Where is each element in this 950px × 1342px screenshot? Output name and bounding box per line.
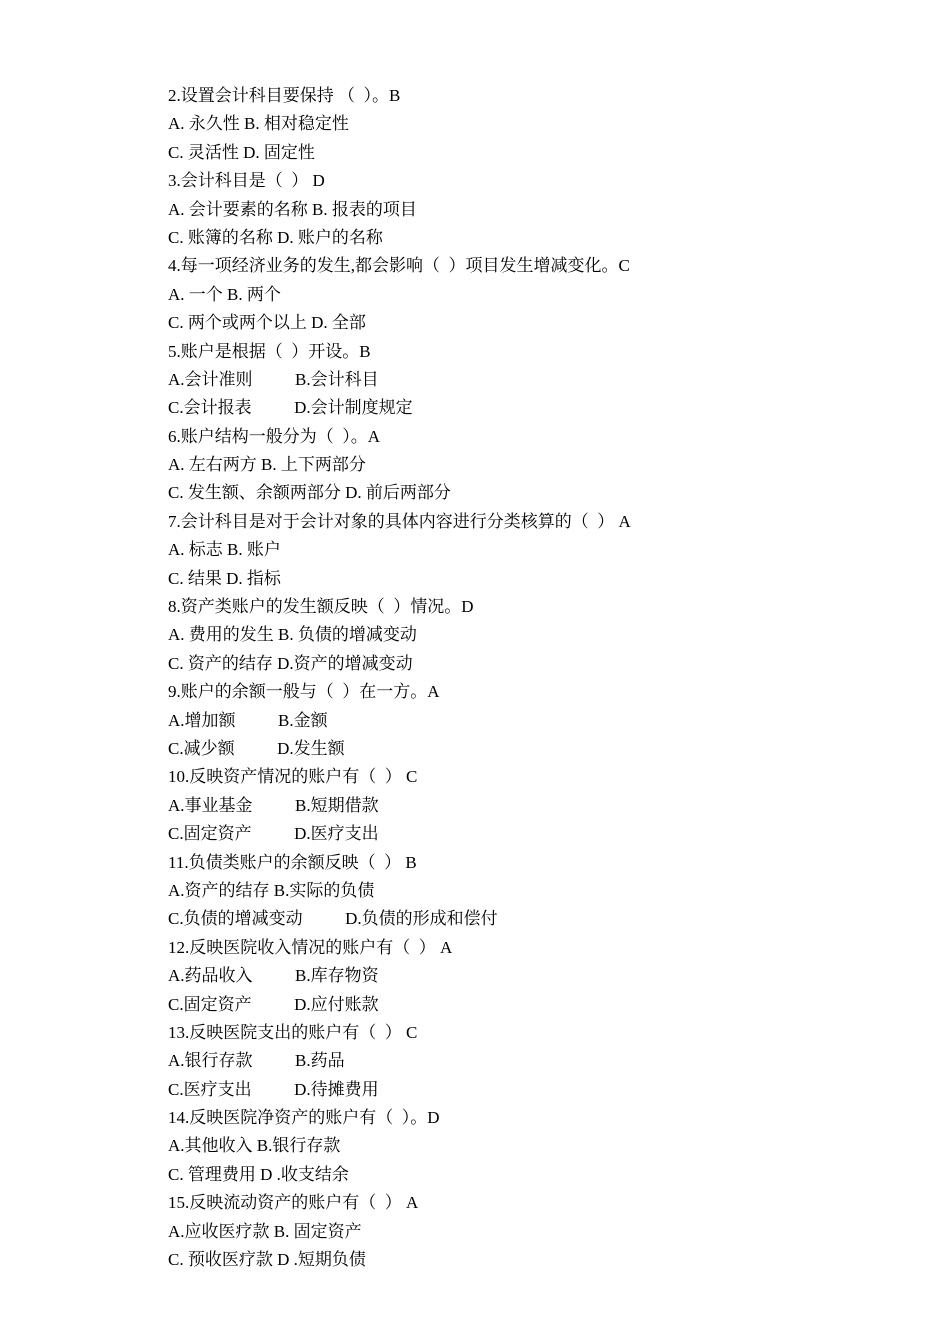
option-line: A.会计准则 B.会计科目 — [168, 369, 379, 389]
option-line: A.事业基金 B.短期借款 — [168, 795, 379, 815]
question-line: 2.设置会计科目要保持 （ ）。B — [168, 86, 401, 105]
question-line: 15.反映流动资产的账户有（ ） A — [168, 1193, 419, 1213]
option-line: C. 预收医疗款 D .短期负债 — [168, 1250, 366, 1270]
option-line: A.增加额 B.金额 — [168, 710, 328, 730]
option-line: A.银行存款 B.药品 — [168, 1051, 345, 1071]
option-line: C. 结果 D. 指标 — [168, 568, 281, 588]
option-line: C.会计报表 D.会计制度规定 — [168, 398, 413, 418]
option-line: C. 发生额、余额两部分 D. 前后两部分 — [168, 483, 451, 503]
question-line: 10.反映资产情况的账户有（ ） C — [168, 767, 418, 787]
option-line: C. 账簿的名称 D. 账户的名称 — [168, 227, 383, 247]
option-line: C.固定资产 D.医疗支出 — [168, 824, 379, 844]
question-line: 4.每一项经济业务的发生,都会影响（ ）项目发生增减变化。C — [168, 256, 630, 276]
option-line: A. 一个 B. 两个 — [168, 284, 281, 304]
option-line: A.药品收入 B.库存物资 — [168, 966, 379, 986]
option-line: A. 标志 B. 账户 — [168, 540, 281, 560]
option-line: C.负债的增减变动 D.负债的形成和偿付 — [168, 909, 498, 929]
option-line: A. 永久性 B. 相对稳定性 — [168, 114, 349, 134]
option-line: C. 灵活性 D. 固定性 — [168, 142, 315, 162]
question-line: 12.反映医院收入情况的账户有（ ） A — [168, 937, 453, 957]
option-line: A. 费用的发生 B. 负债的增减变动 — [168, 625, 417, 645]
option-line: A.其他收入 B.银行存款 — [168, 1136, 341, 1156]
question-line: 5.账户是根据（ ）开设。B — [168, 341, 371, 361]
option-line: C. 资产的结存 D.资产的增减变动 — [168, 653, 413, 673]
question-line: 9.账户的余额一般与（ ）在一方。A — [168, 682, 440, 702]
option-line: A. 左右两方 B. 上下两部分 — [168, 455, 366, 475]
option-line: A. 会计要素的名称 B. 报表的项目 — [168, 199, 417, 219]
option-line: C.固定资产 D.应付账款 — [168, 994, 379, 1014]
question-line: 7.会计科目是对于会计对象的具体内容进行分类核算的（ ） A — [168, 511, 631, 531]
question-line: 3.会计科目是（ ） D — [168, 171, 325, 191]
question-line: 13.反映医院支出的账户有（ ） C — [168, 1022, 418, 1042]
option-line: A.资产的结存 B.实际的负债 — [168, 880, 375, 900]
option-line: C.医疗支出 D.待摊费用 — [168, 1079, 379, 1099]
question-line: 14.反映医院净资产的账户有（ ）。D — [168, 1108, 440, 1128]
option-line: C. 管理费用 D .收支结余 — [168, 1164, 349, 1184]
option-line: A.应收医疗款 B. 固定资产 — [168, 1221, 362, 1241]
option-line: C. 两个或两个以上 D. 全部 — [168, 313, 366, 333]
document-page — [168, 82, 868, 1274]
question-line: 11.负债类账户的余额反映（ ） B — [168, 852, 417, 872]
option-line: C.减少额 D.发生额 — [168, 738, 345, 758]
question-line: 6.账户结构一般分为（ ）。A — [168, 426, 381, 446]
question-line: 8.资产类账户的发生额反映（ ）情况。D — [168, 597, 474, 617]
